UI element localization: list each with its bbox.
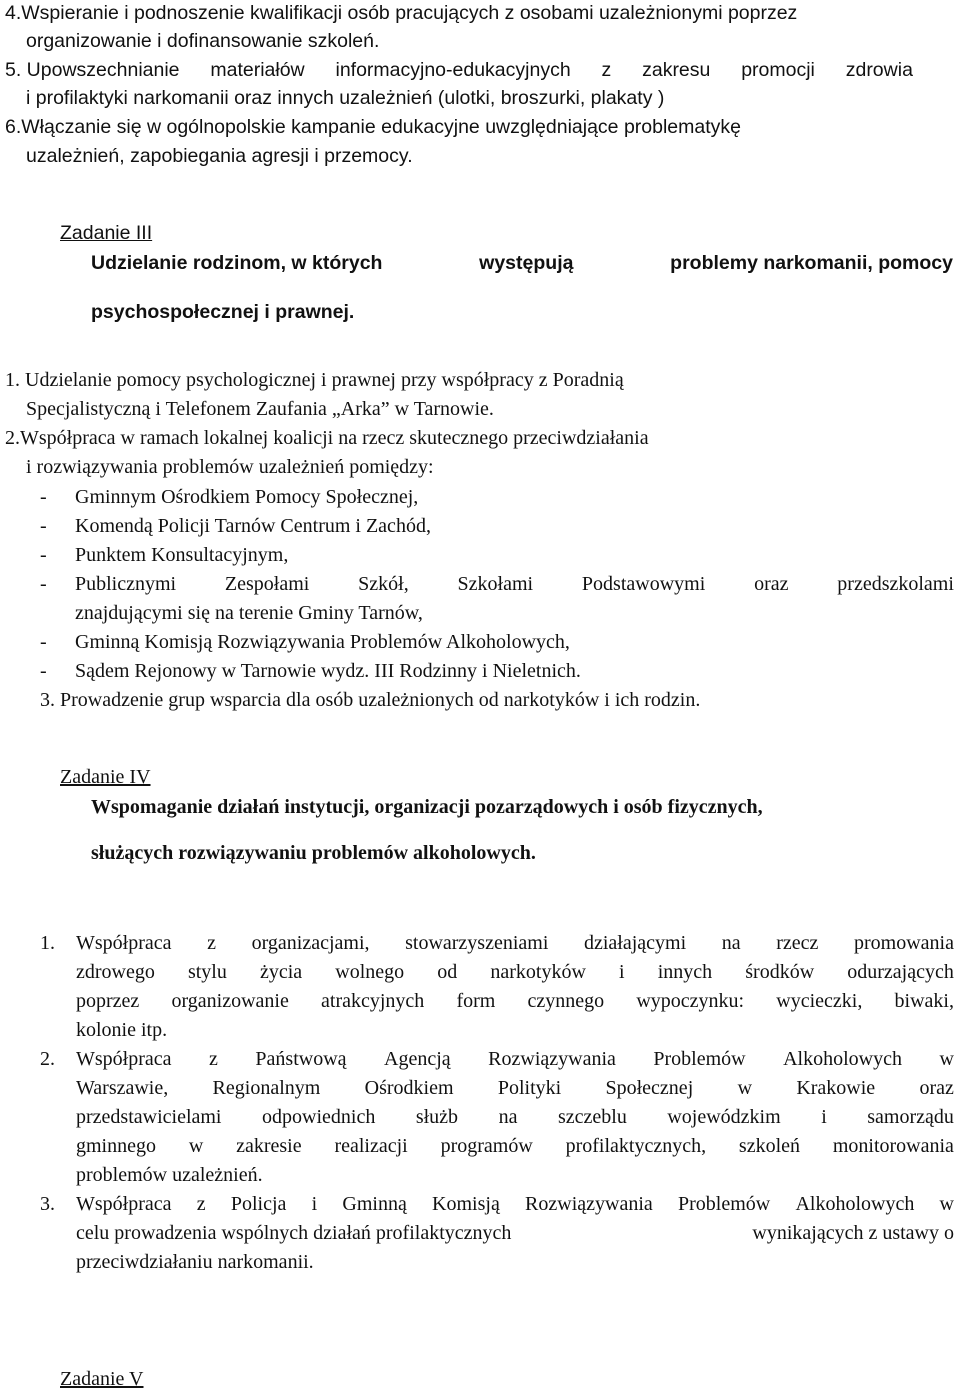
dash-marker: - <box>40 486 47 508</box>
list-number: 1. <box>40 932 55 954</box>
word: działającymi <box>583 932 687 954</box>
word: oraz <box>919 1077 954 1099</box>
word: zakresie <box>236 1135 302 1157</box>
word: Państwową <box>255 1048 347 1070</box>
word: monitorowania <box>832 1135 954 1157</box>
item6-line1: 6.Włączanie się w ogólnopolskie kampanie edukacyjne uwzględniające problematykę <box>5 116 742 138</box>
word: od <box>437 961 458 983</box>
item5-line1 <box>5 61 913 81</box>
iv-item2-line2 <box>76 1078 954 1098</box>
zadanie-iii-title-line1 <box>91 254 953 274</box>
bullet-text: Gminną Komisją Rozwiązywania Problemów Alkoholowych, <box>75 631 570 653</box>
iv-item1-line4: kolonie itp. <box>76 1019 168 1041</box>
zadanie-iii-item2-line1: 2.Współpraca w ramach lokalnej koalicji na rzecz skutecznego przeciwdziałania <box>5 427 649 449</box>
word: Krakowie <box>796 1077 876 1099</box>
word: rzecz <box>776 932 819 954</box>
word: Polityki <box>497 1077 562 1099</box>
word: realizacji <box>334 1135 408 1157</box>
zadanie-iii-item3: 3. Prowadzenie grup wsparcia dla osób uzależnionych od narkotyków i ich rodzin. <box>40 689 701 711</box>
word: biwaki, <box>894 990 954 1012</box>
word: i <box>619 961 625 983</box>
word: na <box>498 1106 518 1128</box>
word: materiałów <box>210 59 305 81</box>
word: szczeblu <box>557 1106 627 1128</box>
word: i <box>311 1193 318 1215</box>
word: na <box>721 932 741 954</box>
word: promowania <box>854 932 954 954</box>
word: z <box>207 932 216 954</box>
word: organizowanie <box>171 990 289 1012</box>
title-segment: problemy narkomanii, pomocy <box>670 252 953 274</box>
iv-item3-line3: przeciwdziałaniu narkomanii. <box>76 1251 314 1273</box>
item5-line2: i profilaktyki narkomanii oraz innych uzależnień (ulotki, broszurki, plakaty ) <box>26 87 665 109</box>
list-number: 3. <box>40 1193 55 1215</box>
word: Alkoholowych <box>783 1048 902 1070</box>
iv-item3-line1 <box>76 1194 954 1214</box>
word: i <box>821 1106 827 1128</box>
word: Rozwiązywania <box>525 1193 653 1215</box>
word: w <box>188 1135 204 1157</box>
word: stowarzyszeniami <box>405 932 549 954</box>
bullet-text: Punktem Konsultacyjnym, <box>75 544 289 566</box>
word: Publicznymi <box>75 573 177 595</box>
dash-marker: - <box>40 660 47 682</box>
word: Warszawie, <box>76 1077 169 1099</box>
word: Problemów <box>653 1048 746 1070</box>
word: wypoczynku: <box>636 990 745 1012</box>
word: Rozwiązywania <box>488 1048 616 1070</box>
word: form <box>456 990 496 1012</box>
text-segment: wynikających z ustawy o <box>752 1222 954 1244</box>
word: gminnego <box>76 1135 156 1157</box>
iv-item2-line4 <box>76 1136 954 1156</box>
word: promocji <box>741 59 815 81</box>
word: zdrowia <box>845 59 913 81</box>
word: 5. Upowszechnianie <box>5 59 180 81</box>
bullet-text: Komendą Policji Tarnów Centrum i Zachód, <box>75 515 431 537</box>
word: odurzających <box>847 961 954 983</box>
word: Współpraca <box>76 932 172 954</box>
item4-line1: 4.Wspieranie i podnoszenie kwalifikacji osób pracujących z osobami uzależnionymi poprzez <box>5 2 798 24</box>
word: Gminną <box>342 1193 407 1215</box>
zadanie-iii-item1-line2: Specjalistyczną i Telefonem Zaufania „Arka” w Tarnowie. <box>26 398 494 420</box>
word: przedszkolami <box>837 573 954 595</box>
word: z <box>601 59 612 81</box>
dash-marker: - <box>40 631 47 653</box>
word: z <box>196 1193 206 1215</box>
word: samorządu <box>867 1106 954 1128</box>
word: szkoleń <box>738 1135 801 1157</box>
iv-item3-line2 <box>76 1223 954 1243</box>
bullet-text: Sądem Rejonowy w Tarnowie wydz. III Rodzinny i Nieletnich. <box>75 660 581 682</box>
word: Alkoholowych <box>795 1193 915 1215</box>
zadanie-iii-heading: Zadanie III <box>60 222 153 244</box>
text-segment: celu prowadzenia wspólnych działań profilaktycznych <box>76 1222 512 1244</box>
word: oraz <box>754 573 789 595</box>
word: poprzez <box>76 990 140 1012</box>
word: odpowiednich <box>262 1106 376 1128</box>
word: stylu <box>187 961 227 983</box>
word: w <box>939 1048 954 1070</box>
word: przedstawicielami <box>76 1106 222 1128</box>
word: w <box>939 1193 954 1215</box>
word: zdrowego <box>76 961 155 983</box>
zadanie-iii-item1-line1: 1. Udzielanie pomocy psychologicznej i prawnej przy współpracy z Poradnią <box>5 369 624 391</box>
word: programów <box>440 1135 533 1157</box>
word: Komisją <box>432 1193 500 1215</box>
word: wolnego <box>335 961 405 983</box>
word: organizacjami, <box>251 932 370 954</box>
word: wycieczki, <box>776 990 863 1012</box>
word: narkotyków <box>490 961 586 983</box>
zadanie-iv-title-line1: Wspomaganie działań instytucji, organizacji pozarządowych i osób fizycznych, <box>91 796 763 818</box>
word: życia <box>259 961 303 983</box>
word: Policja <box>230 1193 287 1215</box>
word: Współpraca <box>76 1048 172 1070</box>
word: informacyjno-edukacyjnych <box>335 59 571 81</box>
title-segment: Udzielanie rodzinom, w których <box>91 252 383 274</box>
word: z <box>209 1048 218 1070</box>
zadanie-v-heading: Zadanie V <box>60 1368 144 1390</box>
list-number: 2. <box>40 1048 55 1070</box>
word: Problemów <box>678 1193 771 1215</box>
bullet-text: Gminnym Ośrodkiem Pomocy Społecznej, <box>75 486 419 508</box>
word: Ośrodkiem <box>364 1077 454 1099</box>
iv-item1-line3 <box>76 991 954 1011</box>
word: Agencją <box>384 1048 451 1070</box>
word: Podstawowymi <box>581 573 706 595</box>
zadanie-iv-title-line2: służących rozwiązywaniu problemów alkoholowych. <box>91 842 536 864</box>
title-segment: występują <box>479 252 574 274</box>
iv-item2-line3 <box>76 1107 954 1127</box>
word: Regionalnym <box>212 1077 321 1099</box>
zadanie-iv-heading: Zadanie IV <box>60 766 151 788</box>
dash-marker: - <box>40 544 47 566</box>
bullet-continuation: znajdującymi się na terenie Gminy Tarnów, <box>75 602 423 624</box>
item4-line2: organizowanie i dofinansowanie szkoleń. <box>26 30 380 52</box>
iv-item1-line1 <box>76 933 954 953</box>
zadanie-iii-title-line2: psychospołecznej i prawnej. <box>91 301 355 323</box>
dash-marker: - <box>40 515 47 537</box>
word: atrakcyjnych <box>321 990 425 1012</box>
word: Zespołami <box>224 573 310 595</box>
word: zakresu <box>642 59 711 81</box>
iv-item2-line5: problemów uzależnień. <box>76 1164 263 1186</box>
word: środków <box>745 961 815 983</box>
word: innych <box>657 961 713 983</box>
word: Społecznej <box>605 1077 694 1099</box>
word: czynnego <box>527 990 605 1012</box>
zadanie-iii-item2-line2: i rozwiązywania problemów uzależnień pomiędzy: <box>26 456 434 478</box>
dash-marker: - <box>40 573 47 595</box>
word: w <box>737 1077 753 1099</box>
item6-line2: uzależnień, zapobiegania agresji i przemocy. <box>26 145 413 167</box>
bullet-text-justified <box>75 574 954 594</box>
word: profilaktycznych, <box>565 1135 707 1157</box>
word: Szkołami <box>457 573 534 595</box>
iv-item2-line1 <box>76 1049 954 1069</box>
iv-item1-line2 <box>76 962 954 982</box>
word: wojewódzkim <box>667 1106 781 1128</box>
word: Szkół, <box>358 573 409 595</box>
word: służb <box>415 1106 459 1128</box>
word: Współpraca <box>76 1193 172 1215</box>
